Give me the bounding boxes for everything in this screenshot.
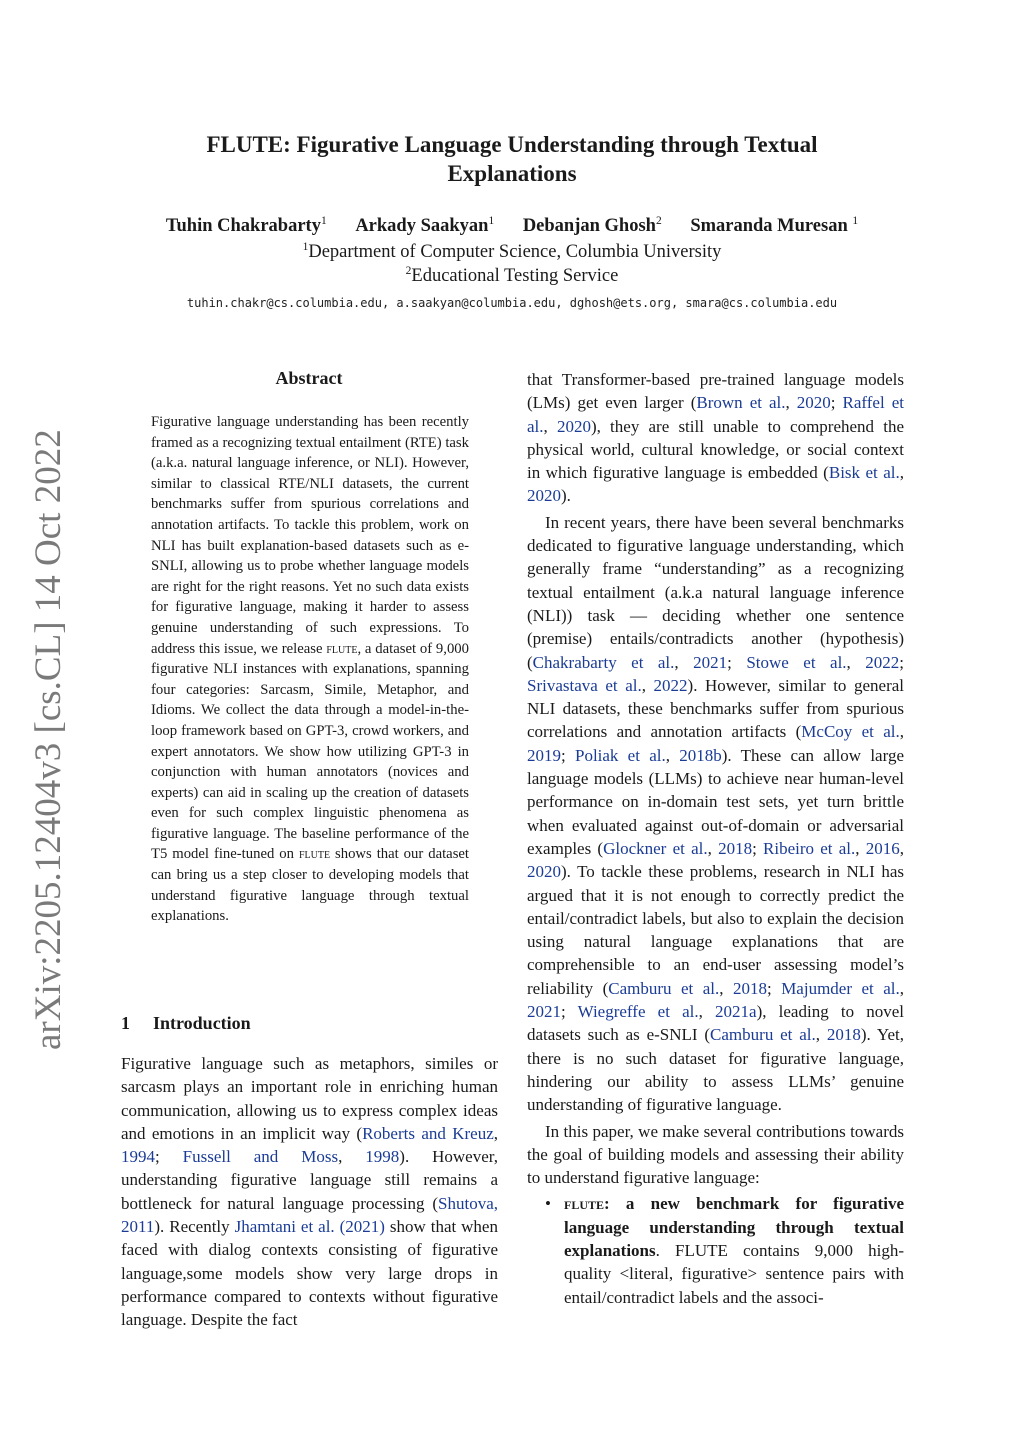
- author: Smaranda Muresan $^1$: [690, 214, 859, 236]
- citation-link[interactable]: 2018b: [679, 745, 722, 765]
- citation-link[interactable]: 2021: [527, 1002, 561, 1022]
- citation-link[interactable]: Bisk et al.: [828, 463, 900, 483]
- citation-link[interactable]: 2020: [556, 416, 591, 436]
- intro-paragraph: that Transformer-based pre-trained language models (LMs) get even larger (Brown et al., 2020; Raffel et al., 2020), they are still unable to comprehend the physical world, cultural knowledge, or social context in which figurative language is embedded (Bisk et al., 2020).: [527, 370, 904, 506]
- citation-link[interactable]: 2020: [796, 393, 831, 413]
- citation-link[interactable]: Shutova, 2011: [121, 1193, 498, 1237]
- citation-link[interactable]: 1998: [365, 1147, 400, 1167]
- citation-link[interactable]: Stowe et al.: [746, 652, 847, 672]
- author: Tuhin Chakrabarty$^1$: [165, 214, 327, 236]
- citation-link[interactable]: 2020: [527, 486, 561, 506]
- citation-link[interactable]: Camburu et al.: [710, 1025, 816, 1045]
- citation-link[interactable]: 2018: [732, 978, 767, 998]
- abstract-body: Figurative language understanding has been recently framed as a recognizing textual entailment (RTE) task (a.k.a. natural language inference, or NLI). However, similar to classical RTE/NLI datasets, the current benchmarks suffer from spurious correlations and annotation artifacts. To tackle this problem, work on NLI has built explanation-based datasets such as e-SNLI, allowing us to probe whether language models are right for the right reasons. Yet no such data exists for figurative language, making it harder to assess genuine understanding of such expressions. To address this issue, we release flute, a dataset of 9,000 figurative NLI instances with explanations, spanning four categories: Sarcasm, Simile, Metaphor, and Idioms. We collect the data through a model-in-the-loop framework based on GPT-3, crowd workers, and expert annotators. We show how utilizing GPT-3 in conjunction with human annotators (novices and experts) can aid in scaling up the creation of datasets even for such complex linguistic phenomena as figurative language. The baseline performance of the T5 model fine-tuned on flute shows that our dataset can bring us a step closer to developing models that understand figurative language through textual explanations.: [151, 414, 470, 925]
- citation-link[interactable]: 2022: [865, 652, 900, 672]
- abstract-heading: Abstract: [275, 368, 343, 388]
- citation-link[interactable]: 2022: [653, 675, 688, 695]
- right-column: [527, 368, 904, 1309]
- citation-link[interactable]: Ribeiro et al.: [763, 838, 856, 858]
- citation-link[interactable]: McCoy et al.: [801, 722, 900, 742]
- intro-paragraph: In recent years, there have been several benchmarks dedicated to figurative language understanding, which generally frame “understanding” as a recognizing textual entailment (a.k.a natural language inference (NLI)) task — deciding whether one sentence (premise) entails/contradicts another (hypothesis) (Chakrabarty et al., 2021; Stowe et al., 2022; Srivastava et al., 2022). However, similar to general NLI datasets, these benchmarks suffer from spurious correlations and annotation artifacts (McCoy et al., 2019; Poliak et al., 2018b). These can allow large language models (LLMs) to achieve near human-level performance on in-domain test sets, yet turn brittle when evaluated against out-of-domain or adversarial examples (Glockner et al., 2018; Ribeiro et al., 2016, 2020). To tackle these problems, research in NLI has argued that it is not enough to correctly predict the entail/contradict labels, but also to explain the decision using natural language explanations that are comprehensible to an end-user assessing model’s reliability (Camburu et al., 2018; Majumder et al., 2021; Wiegreffe et al., 2021a), leading to novel datasets such as e-SNLI (Camburu et al., 2018). Yet, there is no such dataset for figurative language, hindering our ability to assess LLMs’ genuine understanding of figurative language.: [527, 512, 905, 1115]
- citation-link[interactable]: 2018: [718, 838, 753, 858]
- citation-link[interactable]: Chakrabarty et al.: [532, 652, 675, 672]
- citation-link[interactable]: Srivastava et al.: [527, 675, 642, 695]
- affiliation: $^2$Educational Testing Service: [405, 264, 619, 286]
- citation-link[interactable]: 2021: [693, 652, 728, 672]
- citation-link[interactable]: 2018: [826, 1025, 861, 1045]
- author-list: [120, 216, 904, 237]
- bullet-marker: •: [545, 1194, 551, 1214]
- citation-link[interactable]: Poliak et al.: [574, 745, 666, 765]
- citation-link[interactable]: Camburu et al.: [608, 978, 720, 998]
- author: Arkady Saakyan$^1$: [355, 214, 495, 236]
- author: Debanjan Ghosh$^2$: [522, 214, 662, 236]
- citation-link[interactable]: 2020: [527, 862, 561, 882]
- citation-link[interactable]: Raffel et al.: [527, 393, 904, 436]
- citation-link[interactable]: 2016: [865, 838, 900, 858]
- author-emails: tuhin.chakr@cs.columbia.edu, a.saakyan@columbia.edu, dghosh@ets.org, smara@cs.columbia.edu: [186, 296, 838, 310]
- citation-link[interactable]: 2019: [527, 745, 561, 765]
- affiliation: $^1$Department of Computer Science, Columbia University: [302, 240, 722, 262]
- citation-link[interactable]: Glockner et al.: [603, 838, 708, 858]
- section-heading: 1 Introduction: [121, 1013, 251, 1033]
- contribution-bullet: • flute: a new benchmark for figurative language understanding through textual explanations. FLUTE contains 9,000 high-quality <literal, figurative> sentence pairs with entail/contradict labels and the associ-: [545, 1194, 904, 1307]
- citation-link[interactable]: Majumder et al.: [781, 978, 900, 998]
- citation-link[interactable]: 2021a: [715, 1002, 757, 1022]
- citation-link[interactable]: Wiegreffe et al.: [577, 1002, 699, 1022]
- citation-link[interactable]: 1994: [121, 1147, 155, 1167]
- arxiv-identifier: arXiv:2205.12404v3 [cs.CL] 14 Oct 2022: [28, 429, 69, 1050]
- intro-paragraph: In this paper, we make several contributions towards the goal of building models and assessing their ability to understand figurative language:: [527, 1121, 904, 1188]
- citation-link[interactable]: Jhamtani et al. (2021): [234, 1217, 385, 1237]
- citation-link[interactable]: Fussell and Moss: [182, 1147, 339, 1167]
- intro-paragraph: Figurative language such as metaphors, similes or sarcasm plays an important role in enriching human communication, allowing us to express complex ideas and emotions in an implicit way (Roberts and Kreuz, 1994; Fussell and Moss, 1998). However, understanding figurative language still remains a bottleneck for natural language processing (Shutova, 2011). Recently Jhamtani et al. (2021) show that when faced with dialog contexts consisting of figurative language,some models show very large drops in performance compared to contexts without figurative language. Despite the fact: [121, 1054, 498, 1330]
- citation-link[interactable]: Brown et al.: [696, 393, 786, 413]
- citation-link[interactable]: Roberts and Kreuz: [362, 1123, 494, 1143]
- paper-title: FLUTE: Figurative Language Understanding through Textual Explanations: [206, 132, 818, 186]
